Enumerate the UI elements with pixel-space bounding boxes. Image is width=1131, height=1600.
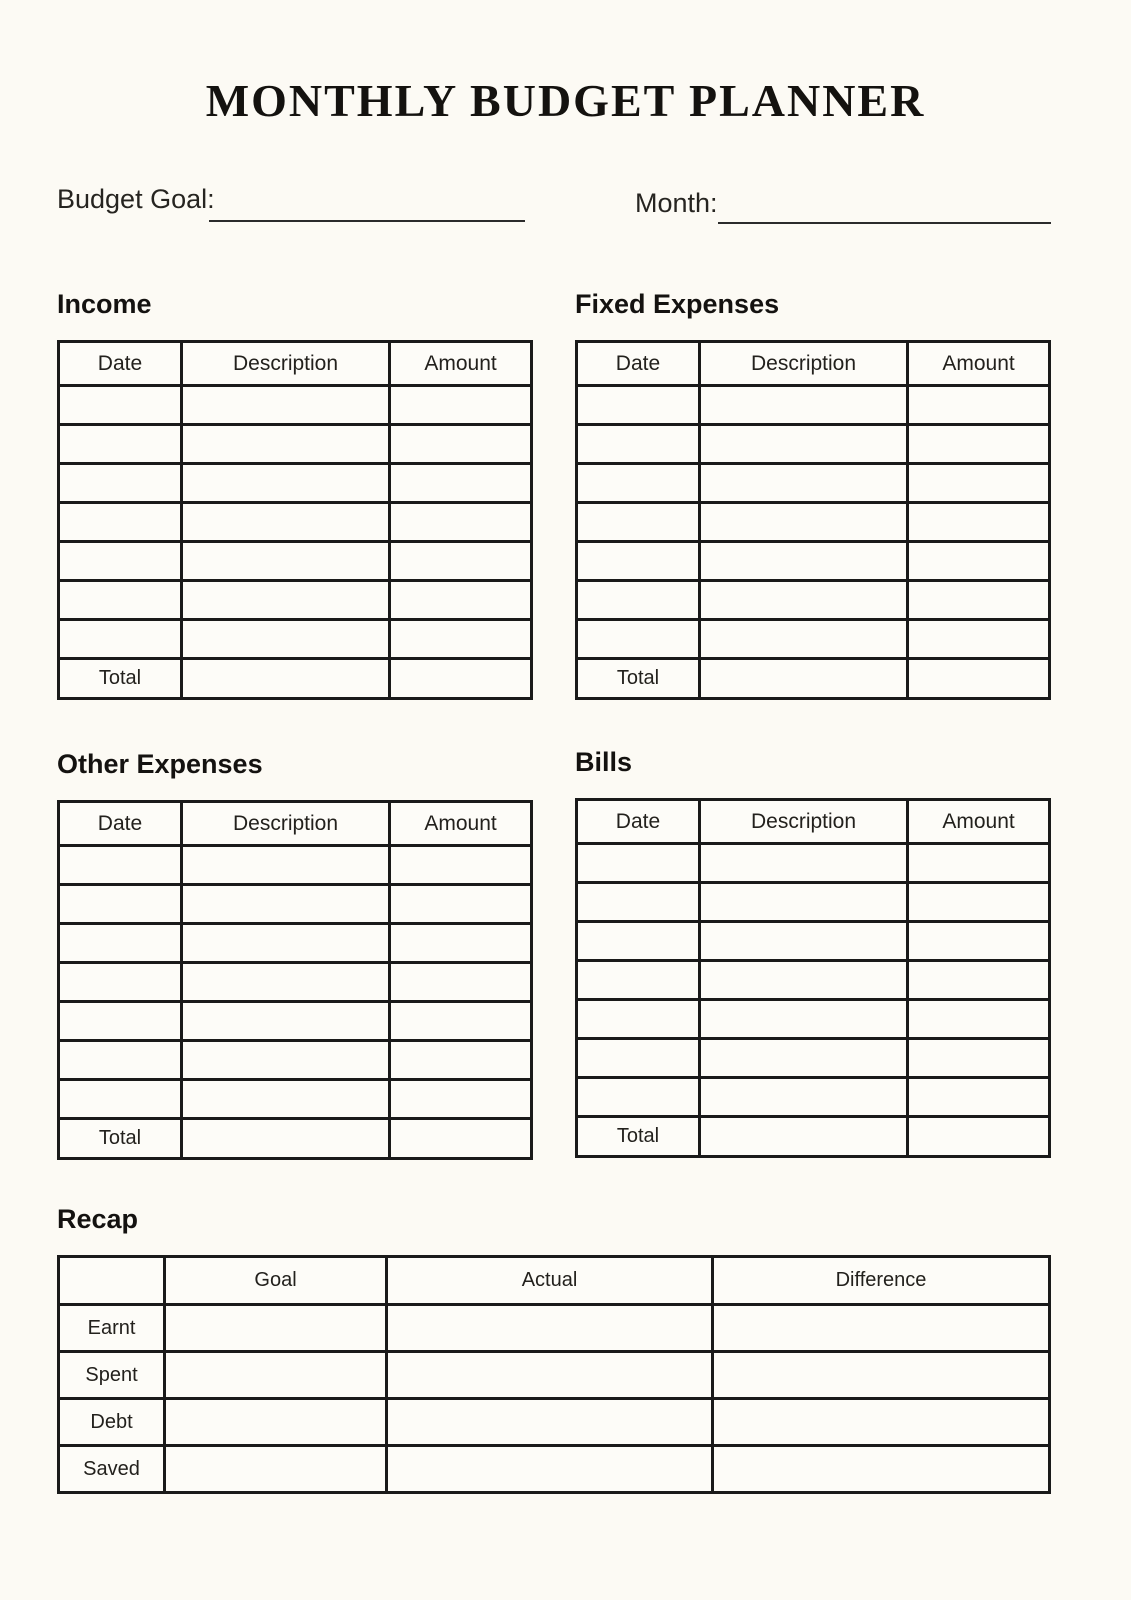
recap-debt-difference-cell[interactable] (713, 1399, 1050, 1446)
income-row-3 (59, 464, 532, 503)
income-row-7 (59, 620, 532, 659)
income-cell-description-r6[interactable] (181, 581, 389, 620)
recap-col-header-actual: Actual (387, 1257, 713, 1305)
bills-cell-description-r4[interactable] (699, 961, 907, 1000)
other-expenses-cell-description-r7[interactable] (181, 1080, 389, 1119)
income-cell-amount-r1[interactable] (390, 386, 532, 425)
fixed-expenses-row-6 (577, 581, 1050, 620)
other-expenses-cell-date-r5[interactable] (59, 1002, 182, 1041)
fixed-expenses-row-2 (577, 425, 1050, 464)
recap-col-header-difference: Difference (713, 1257, 1050, 1305)
income-cell-description-r3[interactable] (181, 464, 389, 503)
recap-debt-goal-cell[interactable] (165, 1399, 387, 1446)
other-expenses-total-row (59, 1119, 532, 1159)
fixed-expenses-row-7 (577, 620, 1050, 659)
income-cell-date-r5[interactable] (59, 542, 182, 581)
fixed-expenses-total-amount-cell[interactable] (908, 659, 1050, 699)
budget-goal-label: Budget Goal: (57, 184, 215, 214)
income-total-description-cell[interactable] (181, 659, 389, 699)
bills-row-5 (577, 1000, 1050, 1039)
recap-row-spent (59, 1352, 1050, 1399)
income-cell-date-r2[interactable] (59, 425, 182, 464)
income-cell-description-r1[interactable] (181, 386, 389, 425)
income-col-header-amount: Amount (390, 342, 532, 386)
bills-cell-description-r6[interactable] (699, 1039, 907, 1078)
bills-cell-description-r7[interactable] (699, 1078, 907, 1117)
other-expenses-cell-date-r2[interactable] (59, 885, 182, 924)
other-expenses-cell-description-r1[interactable] (181, 846, 389, 885)
bills-row-4 (577, 961, 1050, 1000)
recap-row-label-saved: Saved (59, 1446, 165, 1493)
bills-cell-amount-r7[interactable] (908, 1078, 1050, 1117)
other-expenses-cell-amount-r1[interactable] (390, 846, 532, 885)
recap-spent-goal-cell[interactable] (165, 1352, 387, 1399)
fixed-expenses-col-header-date: Date (577, 342, 700, 386)
other-expenses-cell-description-r2[interactable] (181, 885, 389, 924)
month-label: Month: (635, 188, 718, 218)
fixed-expenses-col-header-amount: Amount (908, 342, 1050, 386)
recap-saved-actual-cell[interactable] (387, 1446, 713, 1493)
bills-cell-amount-r6[interactable] (908, 1039, 1050, 1078)
other-expenses-cell-amount-r6[interactable] (390, 1041, 532, 1080)
bills-row-2 (577, 883, 1050, 922)
fixed-expenses-cell-date-r4[interactable] (577, 503, 700, 542)
fixed-expenses-cell-date-r7[interactable] (577, 620, 700, 659)
income-cell-date-r4[interactable] (59, 503, 182, 542)
other-expenses-cell-amount-r2[interactable] (390, 885, 532, 924)
other-expenses-row-3 (59, 924, 532, 963)
bills-cell-description-r1[interactable] (699, 844, 907, 883)
fixed-expenses-row-4 (577, 503, 1050, 542)
fixed-expenses-cell-date-r5[interactable] (577, 542, 700, 581)
bills-cell-amount-r4[interactable] (908, 961, 1050, 1000)
recap-debt-actual-cell[interactable] (387, 1399, 713, 1446)
income-cell-amount-r7[interactable] (390, 620, 532, 659)
fixed-expenses-cell-description-r1[interactable] (699, 386, 907, 425)
other-expenses-row-4 (59, 963, 532, 1002)
fixed-expenses-total-label: Total (577, 659, 700, 699)
other-expenses-cell-amount-r3[interactable] (390, 924, 532, 963)
other-expenses-cell-amount-r7[interactable] (390, 1080, 532, 1119)
bills-total-label: Total (577, 1117, 700, 1157)
bills-cell-amount-r1[interactable] (908, 844, 1050, 883)
fixed-expenses-heading: Fixed Expenses (575, 289, 780, 319)
income-heading: Income (57, 289, 152, 319)
bills-cell-description-r2[interactable] (699, 883, 907, 922)
other-expenses-cell-description-r6[interactable] (181, 1041, 389, 1080)
bills-header-row (577, 800, 1050, 844)
other-expenses-cell-date-r7[interactable] (59, 1080, 182, 1119)
income-row-6 (59, 581, 532, 620)
bills-cell-date-r6[interactable] (577, 1039, 700, 1078)
other-expenses-col-header-date: Date (59, 802, 182, 846)
income-cell-date-r3[interactable] (59, 464, 182, 503)
bills-row-7 (577, 1078, 1050, 1117)
fixed-expenses-section (575, 288, 1051, 700)
income-row-5 (59, 542, 532, 581)
other-expenses-total-description-cell[interactable] (181, 1119, 389, 1159)
fixed-expenses-cell-description-r6[interactable] (699, 581, 907, 620)
bills-total-amount-cell[interactable] (908, 1117, 1050, 1157)
income-cell-description-r2[interactable] (181, 425, 389, 464)
bills-cell-date-r3[interactable] (577, 922, 700, 961)
income-row-2 (59, 425, 532, 464)
income-total-label: Total (59, 659, 182, 699)
income-total-amount-cell[interactable] (390, 659, 532, 699)
recap-table (57, 1255, 1051, 1494)
recap-spent-actual-cell[interactable] (387, 1352, 713, 1399)
fixed-expenses-cell-description-r3[interactable] (699, 464, 907, 503)
recap-row-earnt (59, 1305, 1050, 1352)
income-cell-amount-r3[interactable] (390, 464, 532, 503)
other-expenses-cell-description-r4[interactable] (181, 963, 389, 1002)
bills-table (575, 798, 1051, 1158)
other-expenses-col-header-description: Description (181, 802, 389, 846)
fixed-expenses-total-description-cell[interactable] (699, 659, 907, 699)
fixed-expenses-row-1 (577, 386, 1050, 425)
other-expenses-cell-date-r3[interactable] (59, 924, 182, 963)
income-row-1 (59, 386, 532, 425)
fixed-expenses-cell-date-r2[interactable] (577, 425, 700, 464)
income-cell-amount-r5[interactable] (390, 542, 532, 581)
other-expenses-total-label: Total (59, 1119, 182, 1159)
other-expenses-row-6 (59, 1041, 532, 1080)
fixed-expenses-cell-description-r7[interactable] (699, 620, 907, 659)
other-expenses-cell-amount-r5[interactable] (390, 1002, 532, 1041)
fixed-expenses-cell-description-r4[interactable] (699, 503, 907, 542)
fixed-expenses-cell-amount-r6[interactable] (908, 581, 1050, 620)
other-expenses-row-1 (59, 846, 532, 885)
fixed-expenses-cell-date-r1[interactable] (577, 386, 700, 425)
income-col-header-description: Description (181, 342, 389, 386)
recap-section (57, 1203, 1051, 1494)
income-cell-amount-r4[interactable] (390, 503, 532, 542)
other-expenses-heading: Other Expenses (57, 749, 263, 779)
fixed-expenses-cell-amount-r4[interactable] (908, 503, 1050, 542)
income-cell-date-r1[interactable] (59, 386, 182, 425)
bills-row-6 (577, 1039, 1050, 1078)
recap-earnt-actual-cell[interactable] (387, 1305, 713, 1352)
fixed-expenses-cell-amount-r5[interactable] (908, 542, 1050, 581)
income-cell-date-r7[interactable] (59, 620, 182, 659)
bills-col-header-date: Date (577, 800, 700, 844)
recap-col-header-blank (59, 1257, 165, 1305)
bills-cell-amount-r5[interactable] (908, 1000, 1050, 1039)
recap-spent-difference-cell[interactable] (713, 1352, 1050, 1399)
fixed-expenses-header-row (577, 342, 1050, 386)
recap-saved-goal-cell[interactable] (165, 1446, 387, 1493)
income-cell-description-r5[interactable] (181, 542, 389, 581)
other-expenses-cell-date-r4[interactable] (59, 963, 182, 1002)
budget-goal-input[interactable] (209, 188, 525, 222)
fixed-expenses-table (575, 340, 1051, 700)
fixed-expenses-row-5 (577, 542, 1050, 581)
recap-row-label-spent: Spent (59, 1352, 165, 1399)
page-title: MONTHLY BUDGET PLANNER (205, 75, 926, 126)
other-expenses-cell-description-r5[interactable] (181, 1002, 389, 1041)
income-table (57, 340, 533, 700)
bills-cell-date-r4[interactable] (577, 961, 700, 1000)
income-cell-amount-r2[interactable] (390, 425, 532, 464)
fixed-expenses-cell-description-r5[interactable] (699, 542, 907, 581)
income-total-row (59, 659, 532, 699)
other-expenses-cell-date-r1[interactable] (59, 846, 182, 885)
recap-saved-difference-cell[interactable] (713, 1446, 1050, 1493)
recap-header-row (59, 1257, 1050, 1305)
month-input[interactable] (718, 190, 1051, 224)
bills-row-1 (577, 844, 1050, 883)
bills-col-header-amount: Amount (908, 800, 1050, 844)
bills-cell-date-r2[interactable] (577, 883, 700, 922)
recap-col-header-goal: Goal (165, 1257, 387, 1305)
other-expenses-row-2 (59, 885, 532, 924)
recap-row-saved (59, 1446, 1050, 1493)
bills-col-header-description: Description (699, 800, 907, 844)
bills-section (575, 746, 1051, 1158)
income-col-header-date: Date (59, 342, 182, 386)
other-expenses-cell-date-r6[interactable] (59, 1041, 182, 1080)
other-expenses-cell-amount-r4[interactable] (390, 963, 532, 1002)
fixed-expenses-cell-description-r2[interactable] (699, 425, 907, 464)
fixed-expenses-col-header-description: Description (699, 342, 907, 386)
income-cell-description-r7[interactable] (181, 620, 389, 659)
recap-heading: Recap (57, 1204, 139, 1234)
bills-heading: Bills (575, 747, 633, 777)
other-expenses-table (57, 800, 533, 1160)
other-expenses-row-7 (59, 1080, 532, 1119)
income-cell-amount-r6[interactable] (390, 581, 532, 620)
bills-total-description-cell[interactable] (699, 1117, 907, 1157)
other-expenses-total-amount-cell[interactable] (390, 1119, 532, 1159)
bills-cell-date-r7[interactable] (577, 1078, 700, 1117)
income-section (57, 288, 533, 700)
recap-row-debt (59, 1399, 1050, 1446)
bills-cell-amount-r3[interactable] (908, 922, 1050, 961)
bills-row-3 (577, 922, 1050, 961)
recap-row-label-debt: Debt (59, 1399, 165, 1446)
income-row-4 (59, 503, 532, 542)
other-expenses-header-row (59, 802, 532, 846)
fixed-expenses-cell-amount-r7[interactable] (908, 620, 1050, 659)
recap-earnt-difference-cell[interactable] (713, 1305, 1050, 1352)
fixed-expenses-cell-amount-r3[interactable] (908, 464, 1050, 503)
bills-cell-amount-r2[interactable] (908, 883, 1050, 922)
recap-earnt-goal-cell[interactable] (165, 1305, 387, 1352)
income-cell-date-r6[interactable] (59, 581, 182, 620)
bills-total-row (577, 1117, 1050, 1157)
bills-cell-date-r5[interactable] (577, 1000, 700, 1039)
fixed-expenses-cell-date-r3[interactable] (577, 464, 700, 503)
fixed-expenses-cell-amount-r2[interactable] (908, 425, 1050, 464)
recap-row-label-earnt: Earnt (59, 1305, 165, 1352)
fixed-expenses-total-row (577, 659, 1050, 699)
other-expenses-col-header-amount: Amount (390, 802, 532, 846)
income-cell-description-r4[interactable] (181, 503, 389, 542)
bills-cell-description-r3[interactable] (699, 922, 907, 961)
income-header-row (59, 342, 532, 386)
bills-cell-date-r1[interactable] (577, 844, 700, 883)
fixed-expenses-cell-amount-r1[interactable] (908, 386, 1050, 425)
fixed-expenses-cell-date-r6[interactable] (577, 581, 700, 620)
other-expenses-cell-description-r3[interactable] (181, 924, 389, 963)
fixed-expenses-row-3 (577, 464, 1050, 503)
other-expenses-row-5 (59, 1002, 532, 1041)
bills-cell-description-r5[interactable] (699, 1000, 907, 1039)
other-expenses-section (57, 748, 533, 1160)
